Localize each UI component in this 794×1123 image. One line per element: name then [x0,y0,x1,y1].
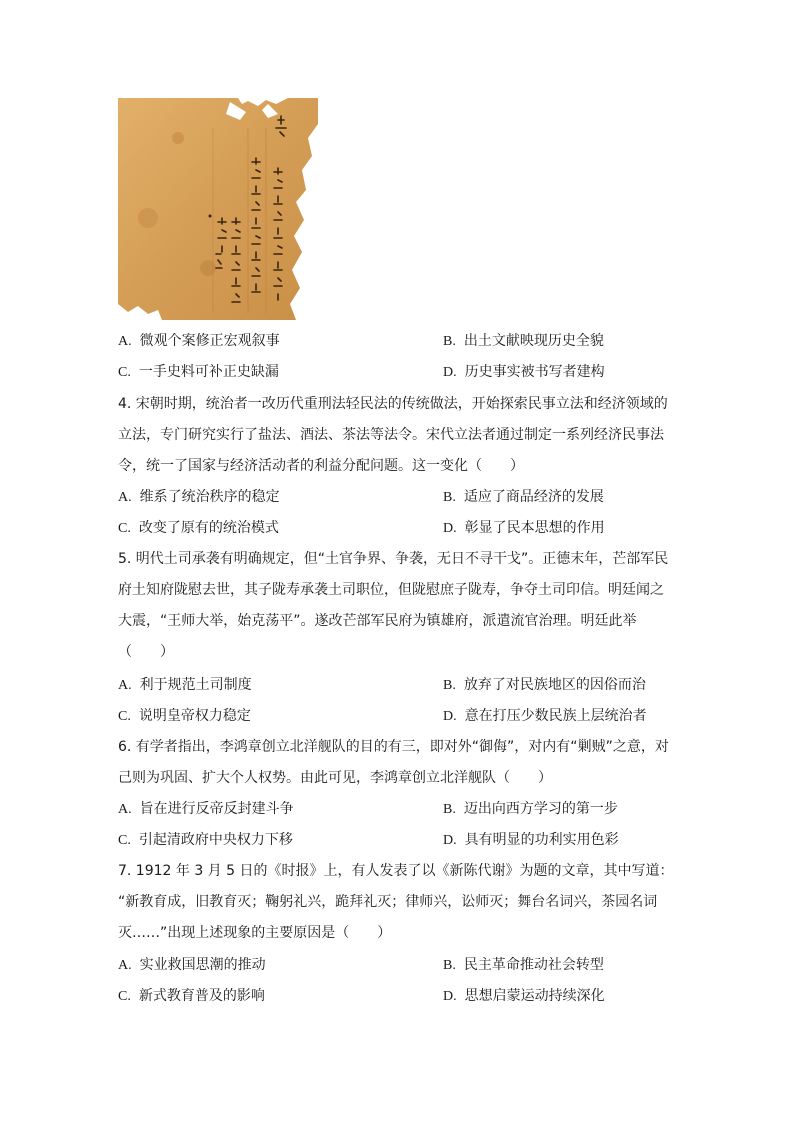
q7-stem-line: “新教育成，旧教育灭；鞠躬礼兴，跪拜礼灭；律师兴，讼师灭；舞台名词兴，茶园名词 [118,894,658,910]
q7-stem-line: 7. 1912 年 3 月 5 日的《时报》上，有人发表了以《新陈代谢》为题的文章，其中写道： [118,863,674,879]
q7-option-d: D. 思想启蒙运动持续深化 [443,988,605,1004]
q7-stem-line: 灭……”出现上述现象的主要原因是（ ） [118,925,392,941]
q4-option-a: A. 维系了统治秩序的稳定 [118,489,280,505]
q3-option-c: C. 一手史料可补正史缺漏 [118,364,279,380]
ancient-document-image [118,98,320,320]
q6-option-c: C. 引起清政府中央权力下移 [118,832,293,848]
q3-option-a: A. 微观个案修正宏观叙事 [118,333,280,349]
q7-option-b: B. 民主革命推动社会转型 [443,957,604,973]
q5-stem-line: （ ） [118,644,174,660]
q4-stem-line: 立法，专门研究实行了盐法、酒法、茶法等法令。宋代立法者通过制定一系列经济民事法 [118,427,664,443]
q6-option-a: A. 旨在进行反帝反封建斗争 [118,801,294,817]
q6-stem-line: 己则为巩固、扩大个人权势。由此可见，李鸿章创立北洋舰队（ ） [118,770,552,786]
q7-option-a: A. 实业救国思潮的推动 [118,957,266,973]
q7-option-c: C. 新式教育普及的影响 [118,988,265,1004]
q4-option-b: B. 适应了商品经济的发展 [443,489,604,505]
q4-option-c: C. 改变了原有的统治模式 [118,520,279,536]
q5-stem-line: 府土知府陇慰去世，其子陇寿承袭土司职位，但陇慰庶子陇寿，争夺土司印信。明廷闻之 [118,582,664,598]
q6-stem-line: 6. 有学者指出，李鸿章创立北洋舰队的目的有三，即对外“御侮”，对内有“剿贼”之意，对 [118,739,669,755]
q5-option-b: B. 放弃了对民族地区的因俗而治 [443,677,646,693]
q4-stem-line: 令，统一了国家与经济活动者的利益分配问题。这一变化（ ） [118,458,524,474]
q4-stem-line: 4. 宋朝时期，统治者一改历代重刑法轻民法的传统做法，开始探索民事立法和经济领域的 [118,396,668,412]
q5-option-a: A. 利于规范土司制度 [118,677,252,693]
q5-stem-line: 大震，“王师大举，始克荡平”。遂改芒部军民府为镇雄府，派遣流官治理。明廷此举 [118,613,637,629]
q5-option-d: D. 意在打压少数民族上层统治者 [443,708,647,724]
q6-option-d: D. 具有明显的功利实用色彩 [443,832,619,848]
q3-option-d: D. 历史事实被书写者建构 [443,364,605,380]
q3-option-b: B. 出土文献映现历史全貌 [443,333,604,349]
q6-option-b: B. 迈出向西方学习的第一步 [443,801,618,817]
q5-stem-line: 5. 明代土司承袭有明确规定，但“土官争界、争袭，无日不寻干戈”。正德末年，芒部军民 [118,551,669,567]
q5-option-c: C. 说明皇帝权力稳定 [118,708,251,724]
q4-option-d: D. 彰显了民本思想的作用 [443,520,605,536]
